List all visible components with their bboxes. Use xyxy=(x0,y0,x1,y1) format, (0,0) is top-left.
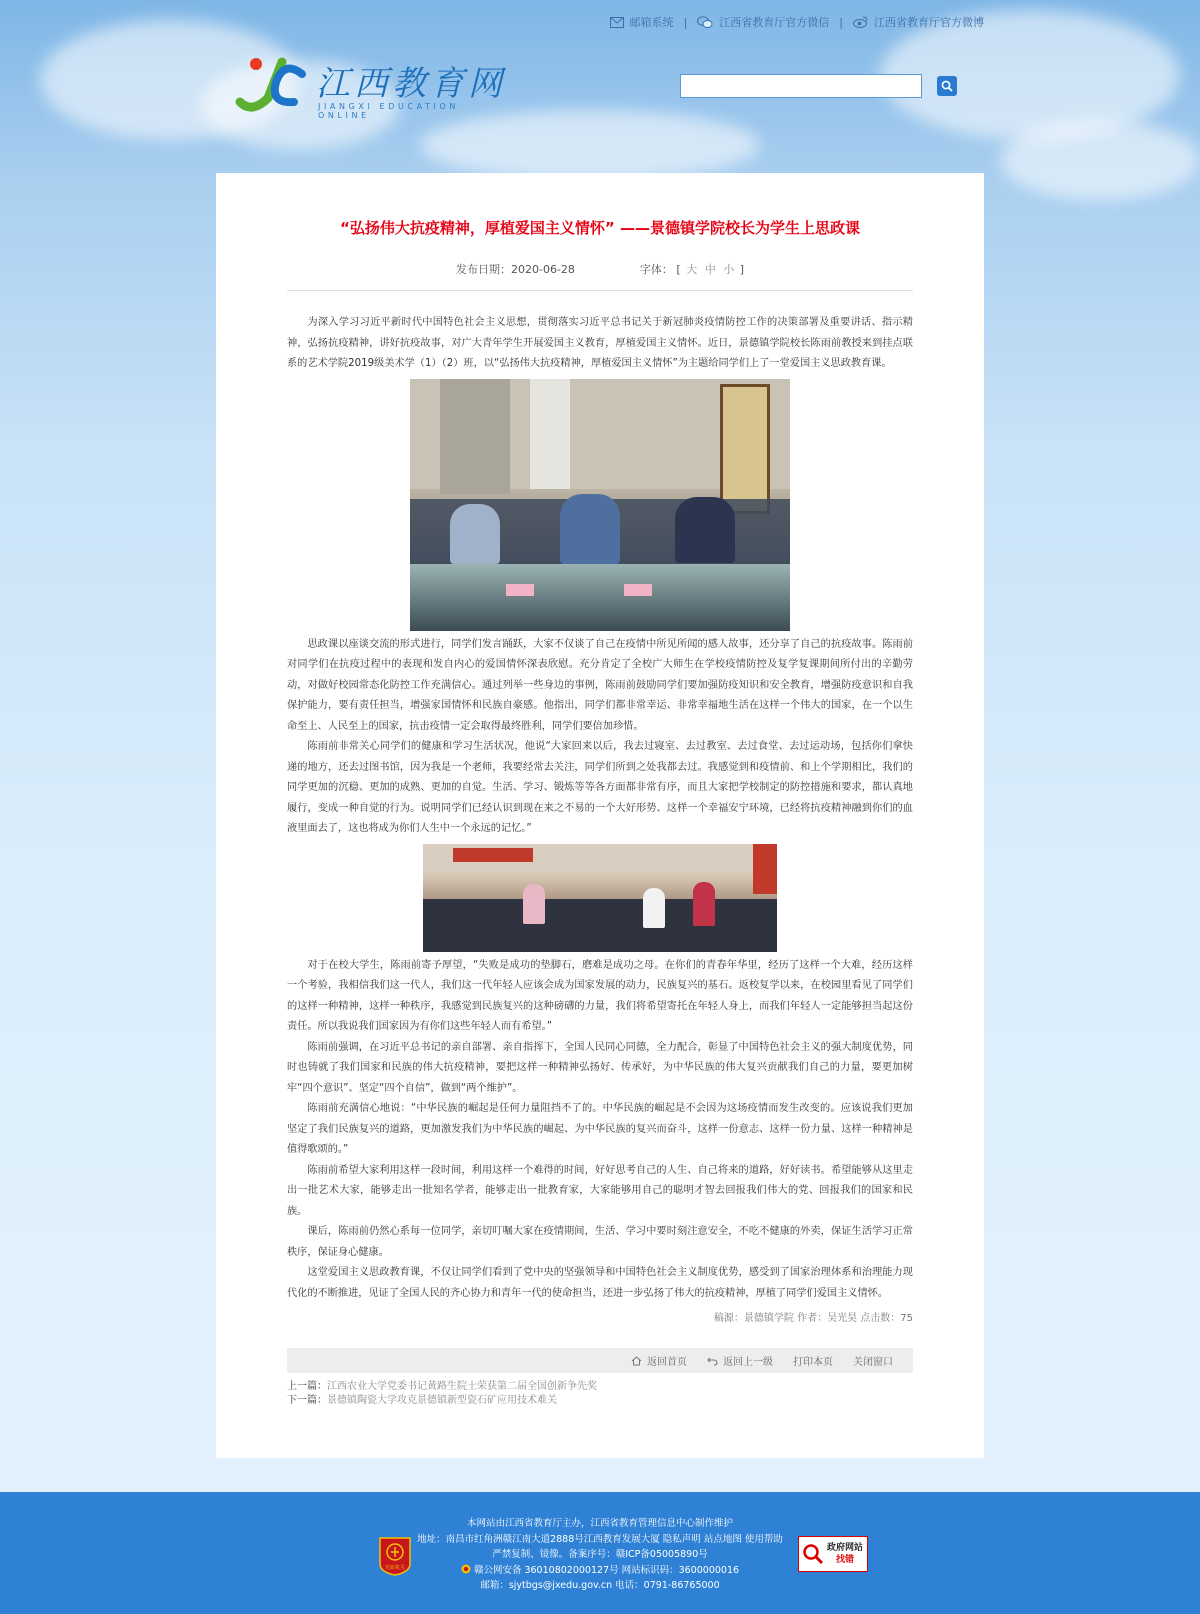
mail-link[interactable] xyxy=(610,14,674,30)
logo-emblem-icon xyxy=(232,52,312,116)
wechat-link-label: 江西省教育厅官方微信 xyxy=(719,16,830,29)
article-photo-meeting xyxy=(410,379,790,631)
return-icon xyxy=(707,1356,718,1366)
close-window-label: 关闭窗口 xyxy=(853,1357,893,1368)
search-button[interactable] xyxy=(937,76,957,96)
police-badge-icon xyxy=(461,1564,471,1574)
mail-link-label: 邮箱系统 xyxy=(629,16,674,29)
back-up-button[interactable] xyxy=(707,1353,773,1368)
gov-site-line2: 找错 xyxy=(836,1555,855,1565)
weibo-link-label: 江西省教育厅官方微博 xyxy=(874,16,984,29)
privacy-link[interactable]: 隐私声明 xyxy=(662,1533,701,1545)
search-input[interactable] xyxy=(681,75,921,97)
article-photo-students xyxy=(423,844,777,952)
sitemap-link[interactable]: 站点地图 xyxy=(703,1533,742,1545)
article-source: 稿源：景德镇学院 作者：吴光昊 点击数：75 xyxy=(713,1313,913,1324)
link-separator: | xyxy=(683,15,688,29)
next-article-link[interactable]: 景德镇陶瓷大学攻克景德镇新型瓷石矿应用技术难关 xyxy=(327,1395,557,1406)
top-links xyxy=(610,12,984,32)
next-label: 下一篇： xyxy=(287,1395,327,1406)
date-label: 发布日期： xyxy=(455,263,511,276)
article-title: “弘扬伟大抗疫精神，厚植爱国主义情怀” ——景德镇学院校长为学生上思政课 xyxy=(340,219,860,237)
footer-address: 地址：南昌市红角洲赣江南大道2888号江西教育发展大厦 xyxy=(417,1533,660,1545)
font-size-small[interactable]: 小 xyxy=(723,263,735,276)
print-label: 打印本页 xyxy=(793,1357,833,1368)
font-size-label: 字体： xyxy=(639,263,673,276)
search-box xyxy=(680,74,922,98)
footer-info xyxy=(0,1516,1200,1594)
article-paragraph: 这堂爱国主义思政教育课，不仅让同学们看到了党中央的坚强领导和中国特色社会主义制度优势，感受到了国家治理体系和治理能力现代化的不断推进，见证了全国人民的齐心协力和青年一代的使命担当，还进一步弘扬了伟大的抗疫精神，厚植了同学们爱国主义情怀。 xyxy=(287,1267,913,1299)
wechat-link[interactable] xyxy=(697,14,829,30)
weibo-link[interactable] xyxy=(853,14,984,30)
back-home-button[interactable] xyxy=(631,1353,687,1368)
article-paragraph: 陈雨前希望大家利用这样一段时间，利用这样一个难得的时间，好好思考自己的人生、自己将来的道路，好好读书。希望能够从这里走出一批艺术大家，能够走出一批知名学者，能够走出一批教育家，大家能够用自己的聪明才智去回报我们伟大的党、回报我们的国家和民族。 xyxy=(287,1164,913,1217)
article-panel xyxy=(216,173,984,1458)
logo-chinese: 江西教育网 xyxy=(316,64,506,104)
font-size-large[interactable]: 大 xyxy=(686,263,698,276)
wechat-icon xyxy=(697,16,713,29)
prev-label: 上一篇： xyxy=(287,1381,327,1392)
font-size-medium[interactable]: 中 xyxy=(704,263,716,276)
mail-icon xyxy=(610,17,624,28)
article-body xyxy=(287,313,913,1304)
font-bracket-close: ] xyxy=(739,263,745,276)
back-up-label: 返回上一级 xyxy=(723,1357,773,1368)
badge-text: 党政机关 xyxy=(384,1565,406,1571)
title-divider xyxy=(287,290,913,291)
footer-address-line xyxy=(0,1532,1200,1548)
article-paragraph: 陈雨前非常关心同学们的健康和学习生活状况，他说“大家回来以后，我去过寝室、去过教室、去过食堂、去过运动场，包括你们拿快递的地方，还去过图书馆，因为我是一个老师，我要经常去关注，同学们所到之处我都去过。我感觉到和疫情前、和上个学期相比，我们的同学更加的沉稳、更加的成熟、更加的自觉。生活、学习、锻炼等等各方面都非常有序，而且大家把学校制定的防控措施和要求，都认真地履行，变成一种自觉的行为。说明同学们已经认识到现在来之不易的一个大好形势、这样一个幸福安宁环境，已经将抗疫精神融到你们的血液里面去了，这也将成为你们人生中一个永远的记忆。” xyxy=(287,741,913,834)
icp-link[interactable]: 赣ICP备05005890号 xyxy=(615,1549,708,1561)
article-paragraph: 课后，陈雨前仍然心系每一位同学，亲切叮嘱大家在疫情期间，生活、学习中要时刻注意安全，不吃不健康的外卖，保证生活学习正常秩序，保证身心健康。 xyxy=(287,1226,913,1258)
site-footer xyxy=(0,1492,1200,1614)
close-window-button[interactable] xyxy=(853,1353,893,1368)
publish-date: 2020-06-28 xyxy=(510,263,575,276)
gov-site-error-report-button[interactable] xyxy=(798,1536,868,1572)
article-paragraph: 思政课以座谈交流的形式进行，同学们发言踊跃，大家不仅谈了自己在疫情中所见所闻的感人故事，还分享了自己的抗疫故事。陈雨前对同学们在抗疫过程中的表现和发自内心的爱国情怀深表欣慰。充分肯定了全校广大师生在学校疫情防控及复学复课期间所付出的辛勤劳动，对做好校园常态化防控工作充满信心。通过列举一些身边的事例，陈雨前鼓励同学们要加强防疫知识和安全教育，增强防疫意识和自我保护能力，要有责任担当，增强家国情怀和民族自豪感。他指出，同学们都非常幸运、非常幸福地生活在这样一个伟大的国家，在一个以生命至上、人民至上的国家，抗击疫情一定会取得最终胜利，同学们要倍加珍惜。 xyxy=(287,638,913,732)
article-paragraph: 陈雨前强调，在习近平总书记的亲自部署、亲自指挥下，全国人民同心同德，全力配合，彰显了中国特色社会主义的强大制度优势，同时也铸就了我们国家和民族的伟大抗疫精神，要把这样一种精神弘扬好、传承好，为中华民族的伟大复兴贡献我们自己的力量，要更加树牢“四个意识”、坚定“四个自信”，做到“两个维护”。 xyxy=(287,1041,913,1094)
weibo-icon xyxy=(853,16,868,28)
magnifier-icon xyxy=(802,1543,824,1565)
home-icon xyxy=(631,1356,642,1366)
font-size-controls xyxy=(676,263,744,276)
footer-sponsor: 本网站由江西省教育厅主办，江西省教育管理信息中心制作维护 xyxy=(466,1518,733,1529)
site-logo[interactable] xyxy=(232,52,512,120)
back-home-label: 返回首页 xyxy=(647,1357,687,1368)
link-separator: | xyxy=(839,15,843,29)
help-link[interactable]: 使用帮助 xyxy=(744,1533,783,1545)
footer-police[interactable]: 赣公网安备 36010802000127号 网站标识码：3600000016 xyxy=(473,1564,740,1576)
article-paragraph: 对于在校大学生，陈雨前寄予厚望，“失败是成功的垫脚石，磨难是成功之母。在你们的青春年华里，经历了这样一个大难，经历这样一个考验，我相信我们这一代人，我们这一代年轻人应该会成为国家发展的动力，民族复兴的基石。返校复学以来，在校园里看见了同学们的这样一种精神，这样一种秩序，我感觉到民族复兴的这种磅礴的力量，我们将希望寄托在年轻人身上，而我们年轻人一定能够担当起这份责任。所以我说我们国家因为有你们这些年轻人而有希望。” xyxy=(287,959,913,1032)
font-bracket-open: [ xyxy=(676,263,681,276)
footer-police-line xyxy=(0,1563,1200,1579)
article-paragraph: 为深入学习习近平新时代中国特色社会主义思想，贯彻落实习近平总书记关于新冠肺炎疫情防控工作的决策部署及重要讲话、指示精神，弘扬抗疫精神，讲好抗疫故事，对广大青年学生开展爱国主义教育，厚植爱国主义情怀。近日，景德镇学院校长陈雨前教授来到挂点联系的艺术学院2019级美术学（1）（2）班，以“弘扬伟大抗疫精神，厚植爱国主义情怀”为主题给同学们上了一堂爱国主义思政教育课。 xyxy=(287,317,913,369)
gov-site-line1: 政府网站 xyxy=(827,1543,864,1553)
gov-site-label xyxy=(827,1542,863,1566)
article-meta xyxy=(216,261,984,277)
footer-icp-line xyxy=(0,1547,1200,1563)
article-navigation xyxy=(287,1380,597,1408)
footer-copyright: 严禁复制、镜像。备案序号： xyxy=(492,1549,616,1561)
article-toolbar xyxy=(287,1348,913,1373)
article-paragraph: 陈雨前充满信心地说：“中华民族的崛起是任何力量阻挡不了的。中华民族的崛起是不会因为这场疫情而发生改变的。应该说我们更加坚定了我们民族复兴的道路，更加激发我们为中华民族的崛起、为中华民族的复兴而奋斗，这样一份意志、这样一份力量、这样一种精神是值得歌颂的。” xyxy=(287,1103,913,1155)
footer-contact: 邮箱：sjytbgs@jxedu.gov.cn 电话：0791-86765000 xyxy=(480,1580,720,1592)
print-button[interactable] xyxy=(793,1353,833,1368)
logo-english: JIANGXI EDUCATION ONLINE xyxy=(318,102,459,120)
prev-article-link[interactable]: 江西农业大学党委书记黄路生院士荣获第二届全国创新争先奖 xyxy=(327,1381,597,1392)
search-icon xyxy=(941,80,953,92)
